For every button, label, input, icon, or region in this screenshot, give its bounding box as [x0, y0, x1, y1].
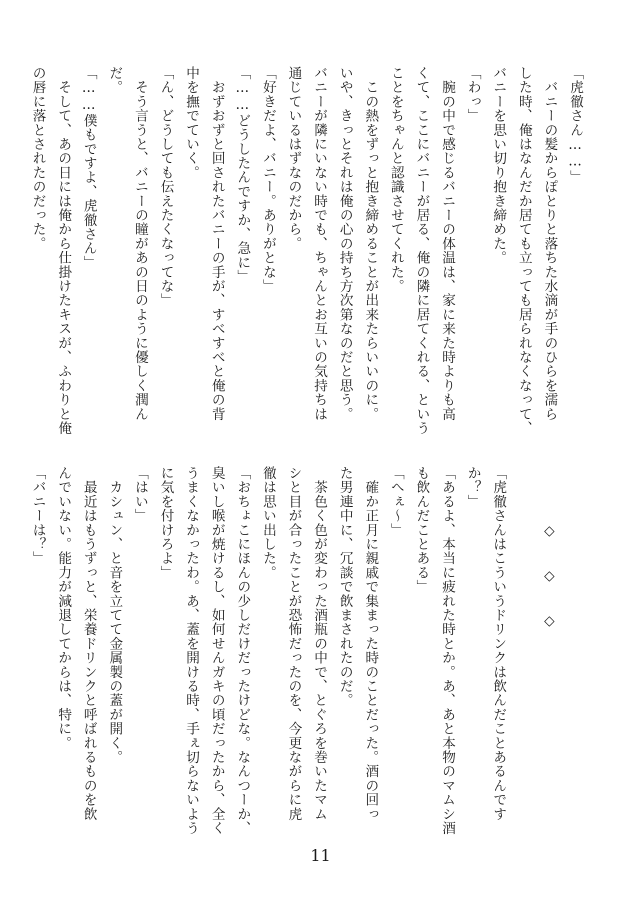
- text-column: も飲んだことある」: [413, 466, 430, 594]
- text-column: 「へぇ～」: [387, 466, 404, 537]
- text-column: 「はい」: [131, 466, 148, 523]
- text-column: 「好きだよ、バニー。ありがとな」: [259, 66, 276, 294]
- text-column: た男連中に、冗談で飲まされたのだ。: [336, 466, 353, 708]
- text-column: 中を撫でていく。: [183, 66, 200, 180]
- text-column: バニーを思い切り抱き締めた。: [490, 66, 507, 265]
- text-column: 最近はもうずっと、栄養ドリンクと呼ばれるものを飲: [80, 466, 97, 821]
- text-column: 「ん、どうしても伝えたくなってな」: [157, 66, 174, 308]
- text-column: 「あるよ、本当に疲れた時とか。あ、あと本物のマムシ酒: [439, 466, 456, 836]
- page-number: 11: [310, 846, 331, 865]
- text-column: 「虎徹さん……」: [567, 66, 583, 185]
- text-column: 臭いし喉が焼けるし、如何せんガキの頃だったから、全く: [208, 466, 225, 836]
- text-column: いや、きっとそれは俺の心の持ち方次第なのだと思う。: [336, 66, 353, 421]
- text-column: に気を付けろよ」: [157, 466, 174, 580]
- text-column: ◇ ◇ ◇: [541, 466, 558, 630]
- text-column: した時、俺はなんだか居ても立っても居られなくなって、: [515, 66, 532, 436]
- text-column: 茶色く色が変わった酒瓶の中で、とぐろを巻いたマム: [311, 466, 328, 821]
- text-column: ことをちゃんと認識させてくれた。: [387, 66, 404, 294]
- text-column: この熱をずっと抱き締めることが出来たらいいのに。: [362, 66, 379, 421]
- text-column: 「わっ」: [464, 66, 481, 123]
- text-column: 通じているはずなのだから。: [285, 66, 302, 251]
- text-column: バニーの髪からぽとりと落ちた水滴が手のひらを濡ら: [541, 66, 558, 421]
- text-column: うまくなかったわ。あ、蓋を開ける時、手ぇ切らないよう: [183, 466, 200, 836]
- text-column: だ。: [106, 66, 123, 95]
- text-column: おずおずと回されたバニーの手が、すべすべと俺の背: [208, 66, 225, 421]
- text-column: か？」: [464, 466, 481, 509]
- text-column: バニーが隣にいない時でも、ちゃんとお互いの気持ちは: [311, 66, 328, 421]
- text-column: カシュン、と音を立てて金属製の蓋が開く。: [106, 466, 123, 765]
- text-column: 「……僕もですよ、虎徹さん」: [80, 66, 97, 270]
- text-column: 確か正月に親戚で集まった時のことだった。酒の回っ: [362, 466, 379, 821]
- text-column: 「おちょこにほんの少しだけだったけどな。なんつーか、: [234, 466, 251, 836]
- lower-text-block: [24, 466, 587, 836]
- text-column: 「虎徹さんはこういうドリンクは飲んだことあるんです: [490, 466, 507, 821]
- text-column: の唇に落とされたのだった。: [29, 66, 46, 251]
- text-column: シと目が合ったことが恐怖だったのを、今更ながらに虎: [285, 466, 302, 821]
- text-column: 徹は思い出した。: [259, 466, 276, 580]
- text-column: [510, 466, 536, 816]
- text-column: 「……どうしたんですか、急に」: [234, 66, 251, 284]
- text-column: そう言うと、バニーの瞳があの日のように優しく潤ん: [131, 66, 148, 421]
- text-column: んでいない。能力が減退してからは、特に。: [55, 466, 72, 750]
- upper-text-block: [24, 66, 587, 451]
- text-column: [561, 466, 587, 816]
- text-column: くて、ここにバニーが居る、俺の隣に居てくれる、という: [413, 66, 430, 436]
- text-column: そして、あの日には俺から仕掛けたキスが、ふわりと俺: [55, 66, 72, 436]
- text-column: 腕の中で感じるバニーの体温は、家に来た時よりも高: [439, 66, 456, 421]
- text-column: 「バニーは？」: [29, 466, 46, 566]
